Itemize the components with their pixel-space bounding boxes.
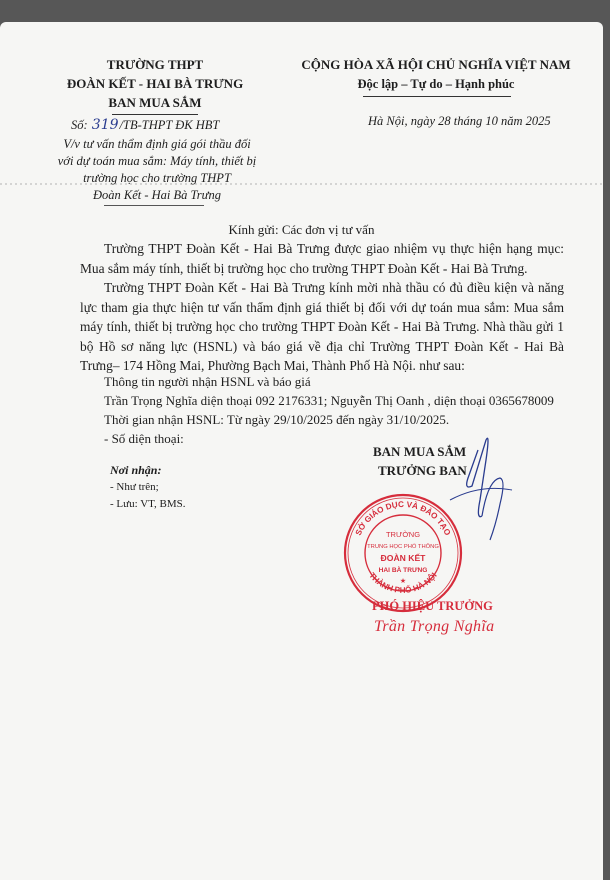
- document-page: [0, 22, 603, 880]
- official-red-stamp: [340, 490, 466, 616]
- recipient-item: - Như trên;: [110, 481, 159, 493]
- doc-number-handwritten: 319: [91, 117, 119, 133]
- stamp-star-icon: ★: [399, 578, 407, 585]
- motto-underline: [363, 96, 511, 97]
- subject-line: Đoàn Kết - Hai Bà Trưng: [92, 188, 221, 202]
- subject-block: [52, 136, 262, 204]
- stamp-inner-line3: ĐOÀN KẾT: [380, 553, 426, 563]
- place-date: Hà Nội, ngày 28 tháng 10 năm 2025: [368, 114, 551, 128]
- contact-title: Thông tin người nhận HSNL và báo giá: [104, 374, 311, 389]
- stamp-inner-line2: TRUNG HỌC PHỔ THÔNG: [367, 544, 439, 550]
- doc-number-prefix: Số:: [71, 118, 88, 132]
- signer-position: PHÓ HIỆU TRƯỞNG: [372, 599, 493, 613]
- paragraph-invitation: Trường THPT Đoàn Kết - Hai Bà Trưng kính mời nhà thầu có đủ điều kiện và năng lực tham gia thực hiện tư vấn thẩm định giá thiết bị đối với dự toán mua sắm: Mua sắm máy tính, thiết bị trường học cho trường THPT Đoàn Kết - Hai Bà Trưng. Nhà thầu gửi 1 bộ Hồ sơ năng lực (HSNL) và báo giá về địa chỉ Trường THPT Đoàn Kết - Hai Bà Trưng– 174 Hồng Mai, Phường Bạch Mai, Thành Phố Hà Nội. như sau:: [80, 280, 564, 374]
- country-name: CỘNG HÒA XÃ HỘI CHỦ NGHĨA VIỆT NAM: [301, 57, 571, 72]
- subject-underline: [104, 205, 204, 206]
- doc-number: [71, 117, 271, 133]
- signer-unit: BAN MUA SẮM: [373, 444, 467, 459]
- department-underline: [112, 114, 198, 115]
- subject-line: với dự toán mua sắm: Máy tính, thiết bị: [57, 154, 257, 168]
- national-motto: Độc lập – Tự do – Hạnh phúc: [357, 77, 515, 91]
- salutation: Kính gửi: Các đơn vị tư vấn: [228, 222, 375, 237]
- signer-name-script: Trần Trọng Nghĩa: [374, 618, 495, 635]
- receiving-time: Thời gian nhận HSNL: Từ ngày 29/10/2025 đến ngày 31/10/2025.: [104, 412, 450, 427]
- signer-role: TRƯỞNG BAN: [378, 463, 467, 478]
- doc-number-suffix: /TB-THPT ĐK HBT: [119, 118, 220, 132]
- stamp-inner-line1: TRƯỜNG: [385, 530, 421, 539]
- paragraph-assignment: Trường THPT Đoàn Kết - Hai Bà Trưng được giao nhiệm vụ thực hiện hạng mục: Mua sắm máy tính, thiết bị trường học cho trường THPT Đoàn Kết - Hai Bà Trưng.: [80, 241, 564, 276]
- subject-line: trường học cho trường THPT: [83, 171, 231, 185]
- department-name: BAN MUA SẮM: [108, 95, 202, 110]
- stamp-ring-top: SỞ GIÁO DỤC VÀ ĐÀO TẠO: [353, 499, 453, 537]
- phone-line: - Số diện thoại:: [104, 431, 184, 446]
- recipient-item: - Lưu: VT, BMS.: [110, 498, 186, 510]
- stamp-inner-line4: HAI BÀ TRƯNG: [378, 567, 428, 574]
- stamp-ring-bottom: THÀNH PHỐ HÀ NỘI: [367, 570, 439, 595]
- contact-line: Trần Trọng Nghĩa diện thoại 092 2176331; Nguyễn Thị Oanh , diện thoại 0365678009: [104, 393, 554, 408]
- school-name-line2: ĐOÀN KẾT - HAI BÀ TRƯNG: [66, 76, 244, 91]
- subject-line: V/v tư vấn thẩm định giá gói thầu đối: [63, 137, 251, 151]
- recipients-title: Nơi nhận:: [110, 463, 162, 477]
- school-name-line1: TRƯỜNG THPT: [106, 57, 204, 72]
